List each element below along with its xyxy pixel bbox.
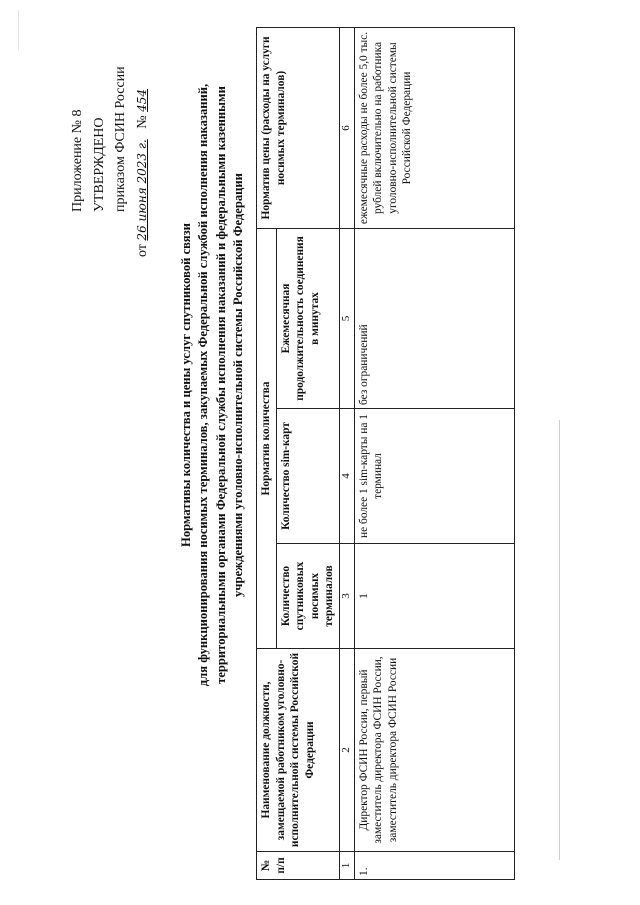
norms-table	[256, 27, 515, 880]
column-number: 4	[339, 409, 354, 544]
column-number-row	[339, 28, 354, 880]
table-header-row	[257, 28, 277, 880]
scan-edge-mark	[18, 10, 19, 50]
column-number: 5	[339, 229, 354, 409]
title-line-1: Нормативы количества и цены услуг спутниковой связи	[179, 223, 193, 547]
row-sim: не более 1 sim-карты на 1 терминал	[354, 409, 514, 544]
title-line-4: учреждениями уголовно-исполнительной системы Российской Федерации	[231, 173, 246, 597]
header-num: № п/п	[257, 852, 340, 880]
header-price: Норматив цены (расходы на услуги носимых терминалов)	[257, 28, 340, 229]
handwritten-number: 454	[135, 89, 149, 112]
row-price: ежемесячные расходы не более 5,0 тыс. рублей включительно на работника уголовно-исполнительной системы Российской Федерации	[354, 28, 514, 229]
date-prefix: от	[135, 244, 150, 257]
approved-label: УТВЕРЖДЕНО	[92, 117, 107, 212]
order-by-label: приказом ФСИН России	[113, 66, 128, 212]
column-number: 6	[339, 28, 354, 229]
header-sim: Количество sim-карт	[276, 409, 339, 544]
appendix-label: Приложение № 8	[70, 109, 85, 212]
handwritten-date: 26 июня 2023 г.	[135, 139, 149, 241]
column-number: 1	[339, 852, 354, 880]
order-date-line	[134, 89, 151, 257]
title-line-2: для функционирования носимых терминалов, закупаемых Федеральной службой исполнения наказаний,	[196, 83, 211, 687]
scan-edge-line	[559, 420, 560, 860]
row-terminals: 1	[354, 544, 514, 649]
row-position: Директор ФСИН России, первый заместитель директора ФСИН России, заместитель директора ФСИН России	[354, 649, 514, 852]
header-duration: Ежемесячная продолжительность соединения в минутах	[276, 229, 339, 409]
column-number: 2	[339, 649, 354, 852]
column-number: 3	[339, 544, 354, 649]
number-prefix: №	[135, 115, 150, 129]
header-position: Наименование должности, замещаемой работником уголовно-исполнительной системы Российской Федерации	[257, 649, 340, 852]
row-num: 1.	[354, 852, 514, 880]
document-title	[178, 65, 248, 705]
norms-table-container	[256, 28, 556, 880]
table-row	[354, 28, 514, 880]
header-quantity-group: Норматив количества	[257, 229, 277, 649]
row-duration: без ограничений	[354, 229, 514, 409]
title-line-3: территориальными органами Федеральной службы исполнения наказаний и федеральными казенными	[213, 86, 228, 684]
header-terminals: Количество спутниковых носимых терминалов	[276, 544, 339, 649]
